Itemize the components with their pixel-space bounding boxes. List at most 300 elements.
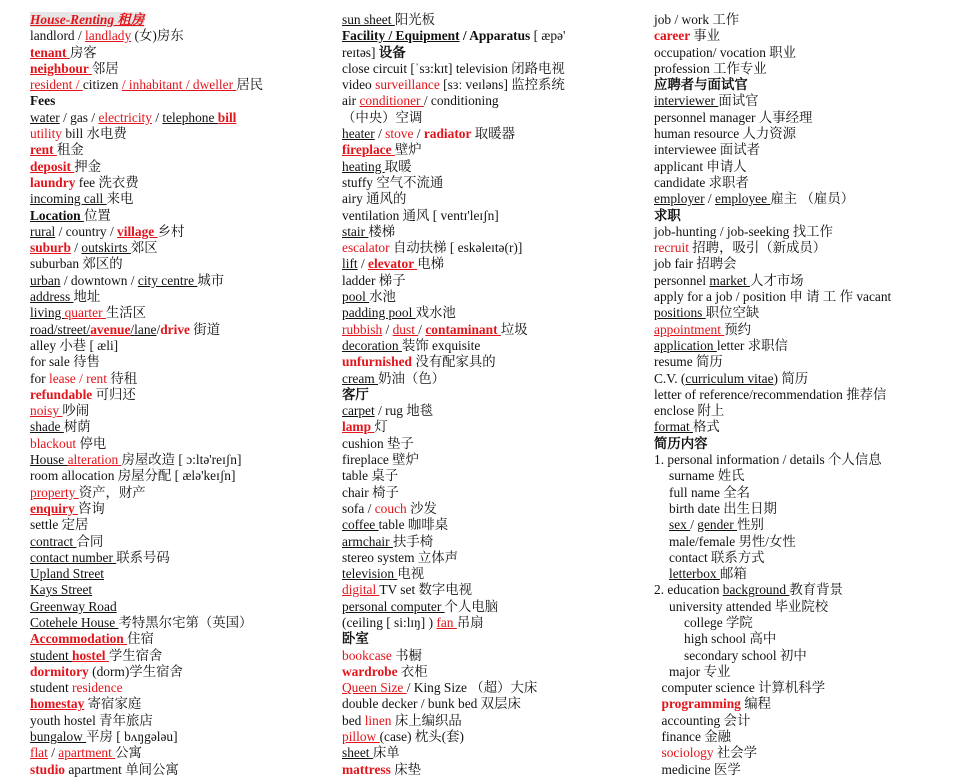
vocab-text: flat (30, 745, 48, 761)
vocab-line (30, 713, 330, 729)
vocab-line (342, 648, 642, 664)
vocab-line (654, 12, 950, 28)
vocab-line (30, 501, 330, 517)
vocab-text: shade (30, 419, 64, 435)
vocab-text: coffee (342, 517, 379, 533)
vocab-text: job / work 工作 (654, 12, 740, 27)
vocab-text: / gas / (59, 109, 99, 125)
vocab-text: Kays Street (30, 582, 93, 598)
vocab-text: birth date 出生日期 (669, 500, 777, 516)
vocab-text: fireplace 壁炉 (342, 452, 419, 468)
vocab-text: 自动扶梯 [ eskəleɪtə(r)] (392, 240, 523, 256)
vocab-text: 床上编织品 (391, 712, 462, 728)
vocab-text: university attended 毕业院校 (669, 598, 829, 614)
vocab-text: Cotehele House (30, 614, 119, 630)
vocab-text: incoming call (30, 191, 107, 207)
vocab-text: letter 求职信 (716, 337, 788, 353)
vocab-text: pillow (342, 729, 380, 745)
vocab-text: / King Size （超）大床 (406, 680, 538, 696)
vocab-text: sheet (342, 745, 373, 761)
vocab-line (654, 582, 950, 598)
vocab-text: 停电 (79, 435, 107, 451)
vocab-line (342, 615, 642, 631)
vocab-line (30, 680, 330, 696)
vocab-text: 求职 (654, 207, 681, 223)
vocab-text: House (30, 452, 68, 468)
vocab-line (342, 436, 642, 452)
vocab-text: stuffy 空气不流通 (342, 174, 444, 190)
vocab-line (342, 240, 642, 256)
vocab-line (654, 77, 950, 93)
vocab-text: heating (342, 158, 385, 174)
vocab-text: video (342, 77, 376, 93)
vocab-text: 职位空缺 (705, 305, 760, 321)
vocab-text: (女)房东 (131, 28, 184, 44)
vocab-text: Queen Size (342, 680, 407, 696)
vocab-text: / downtown / (60, 272, 138, 288)
vocab-text: lamp (342, 419, 375, 435)
vocab-text: bill 水电费 (62, 126, 127, 142)
vocab-text: personnel (654, 272, 710, 288)
vocab-text: 招聘，吸引（新成员） (692, 240, 827, 256)
vocab-text: 扶手椅 (392, 533, 434, 549)
vocab-line (30, 419, 330, 435)
vocab-line (654, 142, 950, 158)
vocab-text: 壁炉 (394, 142, 422, 158)
vocab-line (654, 322, 950, 338)
vocab-text: 住宿 (127, 631, 154, 647)
vocab-line (342, 680, 642, 696)
vocab-line (30, 338, 330, 354)
vocab-line (654, 305, 950, 321)
vocab-text: fee 洗衣费 (75, 174, 139, 190)
vocab-text: landlord / (30, 28, 86, 44)
vocab-text: ladder 梯子 (342, 272, 406, 288)
vocab-line (654, 452, 950, 468)
vocab-text: college 学院 (684, 614, 753, 630)
vocab-text: road/street/ (30, 321, 91, 337)
vocab-text: interviewer (654, 93, 719, 109)
vocab-text: / inhabitant / dweller (121, 77, 237, 93)
vocab-text: homestay (30, 696, 85, 712)
vocab-text: decoration (342, 337, 402, 353)
vocab-line (30, 664, 330, 680)
vocab-text: village (117, 223, 158, 239)
vocab-text: landlady (85, 28, 132, 44)
vocab-text: wardrobe (342, 663, 398, 679)
vocab-line (342, 501, 642, 517)
vocab-line (342, 419, 642, 435)
vocab-text: outskirts (81, 240, 131, 256)
vocab-text: suburban 郊区的 (30, 256, 123, 272)
vocab-line (342, 696, 642, 712)
vocab-text: enquiry (30, 500, 78, 516)
vocab-line (30, 45, 330, 61)
vocab-text: pool (342, 289, 370, 305)
vocab-text: resume 简历 (654, 354, 723, 370)
vocab-text: 应聘者与面试官 (654, 77, 748, 93)
vocab-text: avenue (90, 321, 131, 337)
vocab-line (342, 485, 642, 501)
vocab-text: 床垫 (390, 761, 421, 777)
vocab-text: cushion 垫子 (342, 435, 414, 451)
vocab-text: 社会学 (716, 745, 758, 761)
vocab-line (342, 159, 642, 175)
vocab-text: chair 椅子 (342, 484, 399, 500)
vocab-text: ) 简历 (773, 370, 809, 386)
vocab-text: employer (654, 191, 705, 207)
vocab-text: sofa / (342, 500, 375, 516)
vocab-text: 客厅 (342, 386, 369, 402)
vocab-line (342, 175, 642, 191)
vocab-text: 卧室 (342, 631, 369, 647)
vocab-text: 楼梯 (368, 223, 396, 239)
vocab-line (30, 61, 330, 77)
vocab-text: suburb (30, 240, 71, 256)
vocab-text: drive (160, 321, 190, 337)
vocab-line (30, 126, 330, 142)
vocab-line (654, 338, 950, 354)
vocab-text: / rug 地毯 (374, 403, 434, 419)
vocab-line (30, 485, 330, 501)
vocab-text: hostel (72, 647, 109, 663)
vocab-text: / (70, 240, 82, 256)
vocab-text: (case) 枕头(套) (379, 729, 464, 745)
vocab-line (654, 648, 950, 664)
vocab-text: / (413, 126, 424, 142)
vocab-line (342, 273, 642, 289)
vocab-text: citizen (82, 77, 122, 93)
vocab-line (654, 175, 950, 191)
vocab-text: 位置 (83, 207, 111, 223)
vocab-text: ventilation 通风 [ ventɪ'leɪʃn] (342, 207, 499, 223)
vocab-text: 格式 (693, 419, 720, 435)
vocab-line (654, 631, 950, 647)
vocab-line (342, 582, 642, 598)
vocab-line (342, 371, 642, 387)
vocab-line (342, 28, 642, 44)
vocab-text: personal (342, 598, 391, 614)
vocab-text: 房屋改造 [ ɔ:ltə'reɪʃn] (121, 452, 242, 468)
vocab-text: 考特黑尔宅第（英国） (118, 614, 253, 630)
vocab-text: dust (392, 321, 419, 337)
vocab-text: (ceiling [ si:lɪŋ] ) (342, 614, 437, 630)
vocab-text: 地址 (73, 289, 101, 305)
vocab-text: carpet (342, 403, 375, 419)
vocab-text: 面试官 (718, 93, 759, 109)
vocab-text: lease / rent (48, 370, 111, 386)
vocab-line (654, 208, 950, 224)
vocab-text: curriculum vitae (685, 370, 774, 386)
vocab-text: computer science 计算机科学 (661, 680, 826, 696)
vocab-line (654, 371, 950, 387)
vocab-line (654, 403, 950, 419)
vocab-text: employee (715, 191, 771, 207)
vocab-text: heater (342, 126, 375, 142)
vocab-line (30, 582, 330, 598)
vocab-text: student (30, 680, 73, 696)
vocab-text: escalator (342, 240, 393, 256)
vocab-text: mattress (342, 761, 391, 777)
vocab-text: 水池 (369, 289, 396, 305)
vocab-line (342, 729, 642, 745)
vocab-line (30, 28, 330, 44)
vocab-line (30, 12, 330, 28)
vocab-text: lane (134, 321, 157, 337)
vocab-line (30, 615, 330, 631)
vocab-line (654, 419, 950, 435)
vocab-text: surname 姓氏 (669, 468, 745, 484)
vocab-text: positions (654, 305, 706, 321)
vocab-line (30, 745, 330, 761)
vocab-text: bookcase (342, 647, 396, 663)
vocab-text: 衣柜 (397, 663, 428, 679)
vocab-line (654, 566, 950, 582)
vocab-text: address (30, 289, 74, 305)
vocab-text: profession 工作专业 (654, 60, 767, 76)
vocab-line (342, 224, 642, 240)
vocab-line (342, 468, 642, 484)
vocab-text: residence (72, 680, 123, 696)
vocab-text: urban (30, 272, 61, 288)
vocab-line (30, 550, 330, 566)
vocab-text: accounting 会计 (661, 712, 751, 728)
vocab-text: 人才市场 (749, 272, 804, 288)
vocab-line (342, 713, 642, 729)
vocab-line (654, 436, 950, 452)
vocab-text: cream (342, 370, 379, 386)
column-house-renting (30, 12, 330, 778)
vocab-line (30, 599, 330, 615)
vocab-line (30, 159, 330, 175)
vocab-text: / (156, 321, 161, 337)
vocab-text: rent (30, 142, 57, 158)
vocab-text: contract (30, 533, 77, 549)
vocab-text: 电视 (397, 566, 425, 582)
vocab-text: 预约 (724, 321, 752, 337)
vocab-text: interviewee 面试者 (654, 142, 760, 158)
vocab-text: stair (342, 223, 369, 239)
vocab-text: 戏水池 (415, 305, 456, 321)
vocab-text: alteration (67, 452, 122, 468)
vocab-text: utility (30, 126, 62, 142)
vocab-text: Greenway Road (30, 598, 117, 614)
vocab-text: rural (30, 223, 56, 239)
vocab-line (654, 93, 950, 109)
vocab-text: 合同 (76, 533, 104, 549)
vocab-text: apartment (58, 745, 116, 761)
vocab-text: 奶油（色） (378, 370, 446, 386)
vocab-text: male/female 男性/女性 (669, 533, 796, 549)
vocab-text: computer (390, 598, 445, 614)
vocab-text: 城市 (197, 272, 225, 288)
vocab-text: electricity (98, 109, 152, 125)
vocab-text: job fair 招聘会 (654, 256, 737, 272)
vocab-line (342, 338, 642, 354)
vocab-line (342, 126, 642, 142)
vocab-text: dormitory (30, 663, 89, 679)
vocab-line (342, 256, 642, 272)
vocab-line (342, 631, 642, 647)
vocab-text: table 桌子 (342, 468, 399, 484)
vocab-text: 没有配家具的 (411, 354, 496, 370)
vocab-text: 吊扇 (456, 614, 484, 630)
vocab-text: bungalow (30, 729, 87, 745)
vocab-line (30, 371, 330, 387)
vocab-text: 生活区 (105, 305, 147, 321)
vocab-text: close circuit [ˈsɜ:kɪt] television 闭路电视 (342, 60, 565, 76)
vocab-line (654, 501, 950, 517)
vocab-text: bill (217, 109, 237, 125)
vocab-text: resident / (30, 77, 83, 93)
vocab-line (30, 631, 330, 647)
vocab-text: living (30, 305, 65, 321)
vocab-text: settle 定居 (30, 517, 89, 533)
vocab-line (654, 468, 950, 484)
vocab-text: 床单 (372, 745, 400, 761)
vocab-text: alley 小巷 [ æli] (30, 337, 119, 353)
vocab-text: letterbox (669, 566, 720, 582)
vocab-line (30, 322, 330, 338)
vocab-text: format (654, 419, 694, 435)
vocab-text: sex (669, 517, 691, 533)
vocab-line (654, 289, 950, 305)
vocab-text: for (30, 370, 49, 386)
vocab-text: stove (385, 126, 414, 142)
vocab-line (342, 403, 642, 419)
vocab-text: bed (342, 712, 365, 728)
vocab-text: quarter (64, 305, 106, 321)
vocab-line (30, 762, 330, 778)
vocab-line (342, 664, 642, 680)
vocab-line (654, 696, 950, 712)
vocab-text: Facility / Equipment (342, 28, 460, 44)
vocab-text: programming (661, 696, 745, 712)
vocab-line (30, 452, 330, 468)
vocab-text: 咨询 (78, 500, 105, 516)
vocab-text: 1. personal information / details 个人信息 (654, 452, 882, 468)
vocab-line (342, 12, 642, 28)
vocab-text: contaminant (425, 321, 501, 337)
vocab-text: 垃圾 (500, 321, 528, 337)
vocab-text: background (722, 582, 790, 598)
vocab-line (30, 468, 330, 484)
vocab-text: 性别 (737, 517, 764, 533)
vocab-text: 来电 (106, 191, 134, 207)
vocab-text: apply for a job / position 申 请 工 作 vacant (654, 289, 892, 305)
vocab-text: deposit (30, 158, 75, 174)
vocab-text: personnel manager 人事经理 (654, 109, 813, 125)
vocab-text: room allocation 房屋分配 [ ælə'keɪʃn] (30, 468, 236, 484)
vocab-text: contact number (30, 549, 117, 565)
vocab-line (30, 566, 330, 582)
vocab-text: / (690, 517, 698, 533)
vocab-text: 灯 (374, 419, 388, 435)
vocab-line (30, 387, 330, 403)
vocab-line (30, 93, 330, 109)
vocab-line (342, 354, 642, 370)
vocab-line (654, 599, 950, 615)
vocab-text: fireplace (342, 142, 395, 158)
vocab-line (654, 387, 950, 403)
vocab-text: Accommodation (30, 631, 128, 647)
vocab-line (342, 745, 642, 761)
vocab-line (654, 126, 950, 142)
vocab-text: neighbour (30, 60, 92, 76)
vocab-text: 邮箱 (719, 566, 747, 582)
vocab-line (342, 599, 642, 615)
vocab-text: 平房 [ bʌŋgələu] (86, 729, 178, 745)
vocab-text: 待租 (110, 370, 138, 386)
vocab-text: 寄宿家庭 (84, 696, 142, 712)
vocab-text: table 咖啡桌 (378, 517, 449, 533)
vocab-text: linen (364, 712, 392, 728)
vocab-line (342, 77, 642, 93)
vocab-text: major 专业 (669, 663, 731, 679)
vocab-text: youth hostel 青年旅店 (30, 712, 153, 728)
vocab-text: 居民 (236, 77, 264, 93)
vocab-text: 设备 (378, 44, 406, 60)
vocab-text: armchair (342, 533, 393, 549)
vocab-line (342, 322, 642, 338)
vocab-text: 2. education (654, 582, 723, 598)
vocab-text: couch (374, 500, 411, 516)
vocab-line (30, 224, 330, 240)
vocab-text: 简历内容 (654, 435, 708, 451)
vocab-text: / Apparatus (459, 28, 531, 44)
vocab-text: 郊区 (130, 240, 158, 256)
vocab-line (654, 256, 950, 272)
vocab-line (30, 208, 330, 224)
vocab-line (30, 403, 330, 419)
vocab-line (654, 45, 950, 61)
vocab-text: applicant 申请人 (654, 158, 747, 174)
vocab-text: （中央）空调 (342, 109, 423, 125)
vocab-line (654, 28, 950, 44)
vocab-text: / (130, 321, 135, 337)
vocab-text: / country / (55, 223, 118, 239)
vocab-text: 街道 (189, 321, 221, 337)
vocab-text: full name 全名 (669, 484, 751, 500)
vocab-text: property (30, 484, 79, 500)
vocab-text: human resource 人力资源 (654, 126, 797, 142)
vocab-text: candidate 求职者 (654, 174, 749, 190)
vocab-line (30, 142, 330, 158)
vocab-text: / (704, 191, 715, 207)
vocab-line (654, 680, 950, 696)
vocab-text: television (342, 566, 398, 582)
vocab-text: / conditioning (423, 93, 499, 109)
vocab-text: sociology (661, 745, 717, 761)
vocab-text: stereo system 立体声 (342, 549, 459, 565)
vocab-text: 个人电脑 (444, 598, 499, 614)
vocab-line (30, 240, 330, 256)
vocab-text: tenant (30, 44, 70, 60)
vocab-text: 吵闹 (62, 403, 90, 419)
vocab-text: 学生宿舍 (108, 647, 163, 663)
vocab-line (342, 45, 642, 61)
vocab-line (654, 224, 950, 240)
vocab-text: / (151, 109, 163, 125)
vocab-line (30, 354, 330, 370)
vocab-text: 事业 (693, 28, 721, 44)
vocab-line (342, 452, 642, 468)
vocab-text: 装饰 exquisite (401, 337, 481, 353)
vocab-line (654, 762, 950, 778)
vocab-text: 电梯 (417, 256, 445, 272)
vocab-text: city centre (137, 272, 198, 288)
vocab-line (30, 696, 330, 712)
